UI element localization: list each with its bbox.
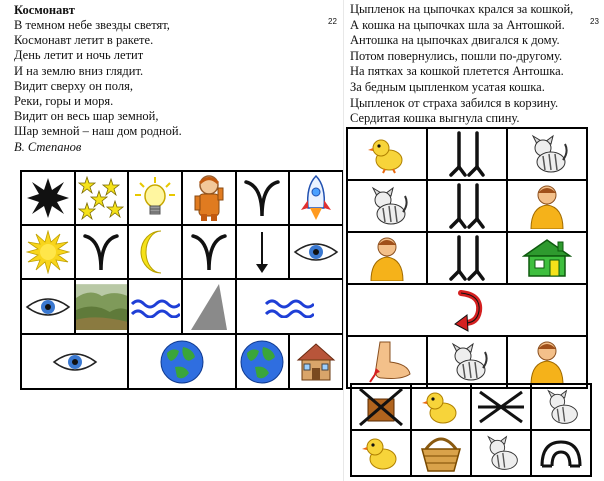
green-house-icon	[522, 238, 572, 278]
grey-mountain-icon	[189, 283, 229, 331]
grid-cell	[507, 336, 587, 388]
story-text	[350, 2, 573, 127]
basket-icon	[418, 433, 464, 473]
stars-icon	[77, 175, 125, 221]
grid-cell	[347, 284, 587, 336]
cosmonaut-icon	[189, 174, 229, 222]
mnemonic-grid-left	[20, 170, 344, 390]
cat-icon	[445, 340, 489, 384]
story-line: Цыпленок от страха забился в корзину.	[350, 95, 559, 110]
grid-cell	[128, 171, 182, 225]
grid-cell	[411, 430, 471, 476]
grid-cell	[182, 171, 236, 225]
story-line: Цыпленок на цыпочках крался за кошкой,	[350, 2, 574, 16]
grid-cell	[471, 384, 531, 430]
grid-cell	[128, 334, 235, 389]
boy-icon	[525, 339, 569, 385]
grid-cell	[75, 171, 129, 225]
page-number-right: 23	[590, 17, 599, 26]
boy-icon	[525, 183, 569, 229]
poem-title: Космонавт	[14, 3, 75, 17]
tiptoe-legs-icon	[445, 235, 489, 281]
grid-cell	[289, 225, 343, 279]
grid-cell	[21, 279, 75, 334]
poem-line: Космонавт летит в ракете.	[14, 33, 154, 48]
grid-cell	[507, 128, 587, 180]
cat-icon	[525, 132, 569, 176]
grid-cell	[427, 232, 507, 284]
story-line: А кошка на цыпочках шла за Антошкой.	[350, 17, 565, 32]
house-icon	[294, 340, 338, 384]
story-line: На пятках за кошкой плетется Антошка.	[350, 64, 564, 79]
story-line: Антошка на цыпочках двигался к дому.	[350, 33, 560, 48]
arched-back-icon	[538, 438, 584, 468]
mnemonic-grid-right-bottom	[350, 383, 592, 477]
grid-cell	[21, 225, 75, 279]
earth-globe-icon	[159, 339, 205, 385]
eye-icon	[293, 240, 339, 264]
mnemonic-grid-right	[346, 127, 588, 389]
grid-cell	[427, 336, 507, 388]
crescent-moon-icon	[135, 229, 175, 275]
night-burst-icon	[26, 176, 70, 220]
turn-around-arrow-icon	[447, 287, 487, 333]
crossed-lines-icon	[476, 390, 526, 424]
grid-cell	[427, 128, 507, 180]
grid-cell	[182, 225, 236, 279]
grid-cell	[351, 384, 411, 430]
blue-waves-icon	[264, 296, 314, 318]
swoop-arc-icon	[242, 176, 282, 220]
chick-icon	[367, 134, 407, 174]
swoop-arc-icon	[81, 230, 121, 274]
grid-cell	[236, 334, 290, 389]
rocket-icon	[298, 174, 334, 222]
eye-icon	[52, 350, 98, 374]
grid-cell	[347, 336, 427, 388]
grid-cell	[347, 180, 427, 232]
poem-line: В темном небе звезды светят,	[14, 18, 170, 32]
grid-cell	[531, 430, 591, 476]
grid-cell	[427, 180, 507, 232]
cat-icon	[365, 184, 409, 228]
sun-icon	[26, 230, 70, 274]
chick-icon	[361, 433, 401, 473]
grid-cell	[75, 225, 129, 279]
grid-cell	[347, 232, 427, 284]
grid-cell	[289, 334, 343, 389]
chick-icon	[421, 387, 461, 427]
poem-line: Реки, горы и моря.	[14, 94, 114, 109]
tiptoe-legs-icon	[445, 183, 489, 229]
grid-cell	[507, 232, 587, 284]
grid-cell	[21, 334, 128, 389]
eye-icon	[25, 295, 71, 319]
light-bulb-icon	[132, 175, 178, 221]
tiptoe-legs-icon	[445, 131, 489, 177]
cat-icon	[539, 387, 583, 427]
right-page	[344, 0, 604, 481]
grid-cell	[236, 171, 290, 225]
grid-cell	[128, 225, 182, 279]
grid-cell	[471, 430, 531, 476]
grid-cell	[411, 384, 471, 430]
poem-line: Видит он весь шар земной,	[14, 109, 159, 124]
cat-icon	[479, 433, 523, 473]
grid-cell	[347, 128, 427, 180]
grid-cell	[128, 279, 182, 334]
poem-author: В. Степанов	[14, 139, 82, 154]
down-arrow-icon	[252, 230, 272, 274]
grid-cell	[236, 225, 290, 279]
field-landscape-icon	[76, 284, 128, 330]
story-line: За бедным цыпленком усатая кошка.	[350, 79, 545, 94]
blue-waves-icon	[130, 296, 180, 318]
poem-text	[14, 18, 182, 155]
earth-globe-icon	[239, 339, 285, 385]
grid-cell	[507, 180, 587, 232]
poem-line: Видит сверху он поля,	[14, 78, 133, 93]
grid-cell	[351, 430, 411, 476]
grid-cell	[236, 279, 343, 334]
poem-line: Шар земной – наш дом родной.	[14, 124, 182, 139]
grid-cell	[289, 171, 343, 225]
crossed-out-basket-icon	[358, 387, 404, 427]
grid-cell	[21, 171, 75, 225]
swoop-arc-icon	[189, 230, 229, 274]
story-line: Сердитая кошка выгнула спину.	[350, 111, 520, 126]
poem-line: И на землю вниз глядит.	[14, 63, 144, 78]
grid-cell	[531, 384, 591, 430]
story-line: Потом повернулись, пошли по-другому.	[350, 48, 563, 63]
boy-icon	[365, 235, 409, 281]
heel-foot-icon	[362, 340, 412, 384]
poem-line: День летит и ночь летит	[14, 48, 144, 63]
grid-cell	[75, 279, 129, 334]
grid-cell	[182, 279, 236, 334]
page-number-left: 22	[328, 17, 337, 26]
